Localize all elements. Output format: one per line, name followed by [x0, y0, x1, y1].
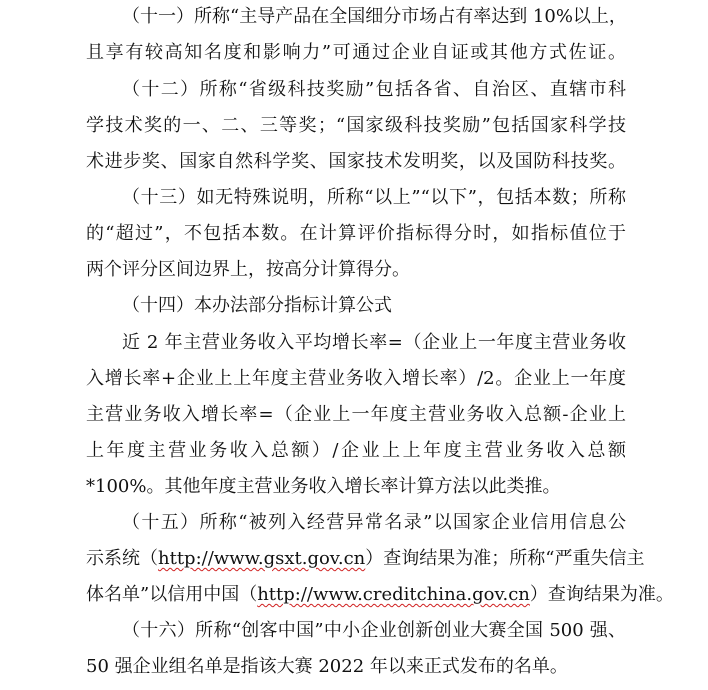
paragraph-13-line-1: （十三）如无特殊说明，所称“以上”“以下”，包括本数；所称 [122, 187, 626, 208]
formula-line-2: 入增长率+企业上上年度主营业务收入增长率）/2。企业上一年度 [86, 368, 626, 389]
formula-line-4: 上年度主营业务收入总额）/企业上上年度主营业务收入总额 [86, 440, 626, 461]
paragraph-15-line-2-after: ）查询结果为准；所称“严重失信主 [365, 548, 645, 569]
paragraph-11-line-2: 且享有较高知名度和影响力”可通过企业自证或其他方式佐证。 [86, 42, 626, 63]
paragraph-14-heading: （十四）本办法部分指标计算公式 [122, 295, 392, 316]
paragraph-15-line-3-before: 体名单”以信用中国（ [86, 584, 258, 605]
paragraph-12-line-1: （十二）所称“省级科技奖励”包括各省、自治区、直辖市科 [122, 79, 626, 100]
paragraph-12-line-2: 学技术奖的一、二、三等奖；“国家级科技奖励”包括国家科学技 [86, 115, 626, 136]
paragraph-13-line-2: 的“超过”，不包括本数。在计算评价指标得分时，如指标值位于 [86, 223, 626, 244]
formula-line-3: 主营业务收入增长率=（企业上一年度主营业务收入总额-企业上 [86, 404, 626, 425]
gsxt-link[interactable]: http://www.gsxt.gov.cn [158, 548, 366, 569]
paragraph-15-line-2 [86, 544, 645, 574]
formula-line-1: 近 2 年主营业务收入平均增长率=（企业上一年度主营业务收 [122, 332, 626, 353]
paragraph-11-line-1: （十一）所称“主导产品在全国细分市场占有率达到 10%以上， [122, 6, 627, 27]
paragraph-16-line-2: 50 强企业组名单是指该大赛 2022 年以来正式发布的名单。 [86, 656, 568, 677]
paragraph-16-line-1: （十六）所称“创客中国”中小企业创新创业大赛全国 500 强、 [122, 620, 626, 641]
paragraph-15-line-3 [86, 580, 674, 610]
formula-line-5: *100%。其他年度主营业务收入增长率计算方法以此类推。 [86, 476, 561, 497]
paragraph-15-line-1: （十五）所称“被列入经营异常名录”以国家企业信用信息公 [122, 512, 626, 533]
paragraph-12-line-3: 术进步奖、国家自然科学奖、国家技术发明奖，以及国防科技奖。 [86, 151, 626, 172]
paragraph-13-line-3: 两个评分区间边界上，按高分计算得分。 [86, 259, 410, 280]
creditchina-link[interactable]: http://www.creditchina.gov.cn [257, 584, 530, 605]
paragraph-15-line-3-after: ）查询结果为准。 [529, 584, 674, 605]
paragraph-15-line-2-before: 示系统（ [86, 548, 158, 569]
